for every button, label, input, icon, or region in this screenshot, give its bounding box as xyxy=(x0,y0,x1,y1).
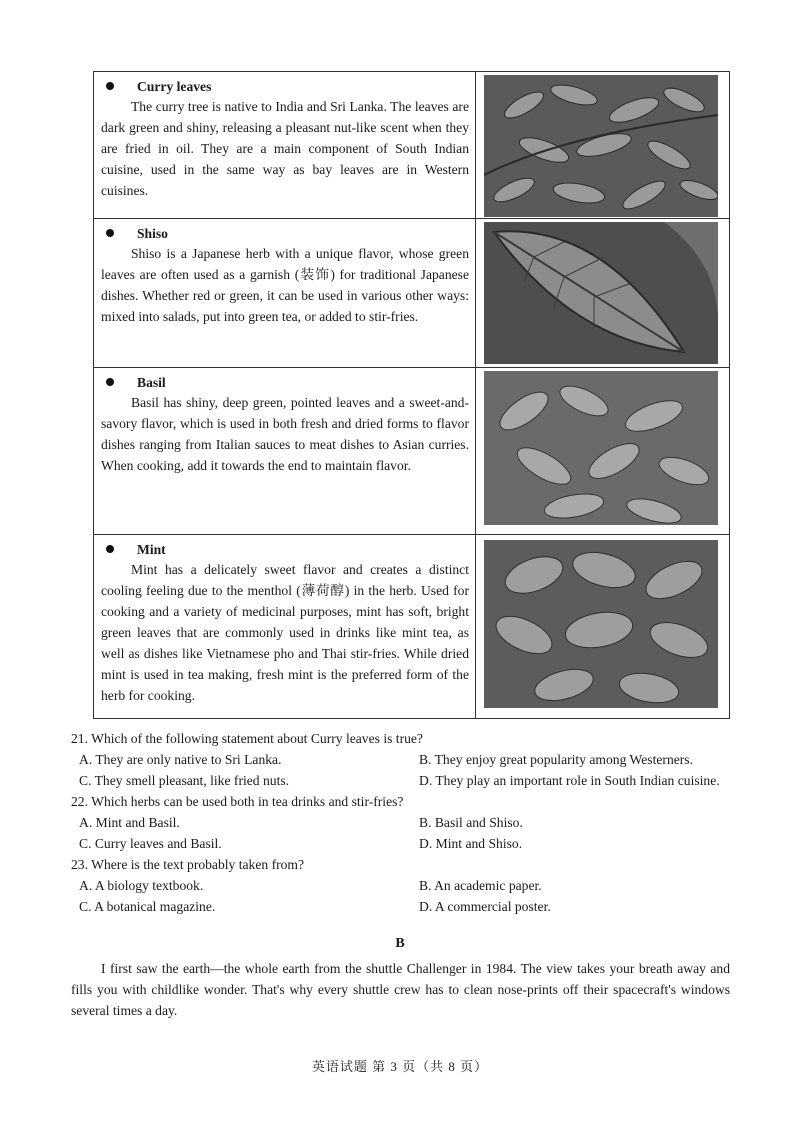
herb-image-cell xyxy=(476,535,730,719)
herb-row-mint xyxy=(94,535,730,719)
option-c: C. Curry leaves and Basil. xyxy=(79,836,222,851)
option-b: B. Basil and Shiso. xyxy=(419,815,523,830)
herb-image-cell xyxy=(476,72,730,219)
mint-photo xyxy=(484,540,718,708)
option-c: C. They smell pleasant, like fried nuts. xyxy=(79,773,290,788)
herb-image-cell xyxy=(476,368,730,535)
bullet-icon xyxy=(106,82,114,90)
option-d: D. Mint and Shiso. xyxy=(419,836,523,851)
option-d: D. A commercial poster. xyxy=(419,899,551,914)
curry-leaves-photo xyxy=(484,75,718,217)
herb-name: Curry leaves xyxy=(137,78,212,94)
page-footer: 英语试题 第 3 页（共 8 页） xyxy=(311,1059,489,1074)
herb-text-cell xyxy=(94,219,476,368)
herb-image-cell xyxy=(476,219,730,368)
option-d: D. They play an important role in South Indian cuisine. xyxy=(419,773,720,788)
herb-row-basil xyxy=(94,368,730,535)
herb-text-cell xyxy=(94,535,476,719)
option-b: B. An academic paper. xyxy=(419,878,542,893)
herb-table xyxy=(93,71,730,719)
bullet-icon xyxy=(106,545,114,553)
shiso-photo xyxy=(484,222,718,364)
herb-text-cell xyxy=(94,368,476,535)
option-a: A. Mint and Basil. xyxy=(79,815,180,830)
section-heading: B xyxy=(395,936,405,951)
bullet-icon xyxy=(106,378,114,386)
herb-text-cell xyxy=(94,72,476,219)
questions-block xyxy=(71,728,731,917)
herb-name: Basil xyxy=(137,374,166,390)
herb-name: Mint xyxy=(137,541,166,557)
question-stem: 23. Where is the text probably taken from? xyxy=(71,857,305,872)
option-a: A. They are only native to Sri Lanka. xyxy=(79,752,282,767)
herb-description: The curry tree is native to India and Sri Lanka. The leaves are dark green and shiny, releasing a pleasant nut-like scent when they are fried in oil. They are a main component of South Indian cuisine, used in the same way as bay leaves are in Western cuisines. xyxy=(101,99,469,198)
question-stem: 22. Which herbs can be used both in tea drinks and stir-fries? xyxy=(71,794,404,809)
herb-row-curry-leaves xyxy=(94,72,730,219)
herb-description: Basil has shiny, deep green, pointed leaves and a sweet-and-savory flavor, which is used in both fresh and dried forms to flavor dishes ranging from Italian sauces to meat dishes to Asian curries. When cooking, add it towards the end to maintain flavor. xyxy=(101,395,469,473)
herb-description: Mint has a delicately sweet flavor and creates a distinct cooling feeling due to the menthol (薄荷醇) in the herb. Used for cooking and a variety of medicinal purposes, mint has soft, bright green leaves that are commonly used in drinks like mint tea, as well as dishes like Vietnamese pho and Thai stir-fries. While dried mint is used in tea making, fresh mint is the preferred form of the herb for cooking. xyxy=(101,562,469,703)
herb-name: Shiso xyxy=(137,225,168,241)
bullet-icon xyxy=(106,229,114,237)
basil-photo xyxy=(484,371,718,525)
passage-text: I first saw the earth—the whole earth from the shuttle Challenger in 1984. The view takes your breath away and fills you with childlike wonder. That's why every shuttle crew has to clean nose-prints off their spacecraft's windows several times a day. xyxy=(71,961,730,1018)
option-a: A. A biology textbook. xyxy=(79,878,204,893)
option-c: C. A botanical magazine. xyxy=(79,899,216,914)
option-b: B. They enjoy great popularity among Westerners. xyxy=(419,752,693,767)
herb-row-shiso xyxy=(94,219,730,368)
question-stem: 21. Which of the following statement about Curry leaves is true? xyxy=(71,731,423,746)
herb-description: Shiso is a Japanese herb with a unique flavor, whose green leaves are often used as a garnish (装饰) for traditional Japanese dishes. Whether red or green, it can be used in various other ways: mixed into salads, put into green tea, or added to stir-fries. xyxy=(101,246,469,324)
